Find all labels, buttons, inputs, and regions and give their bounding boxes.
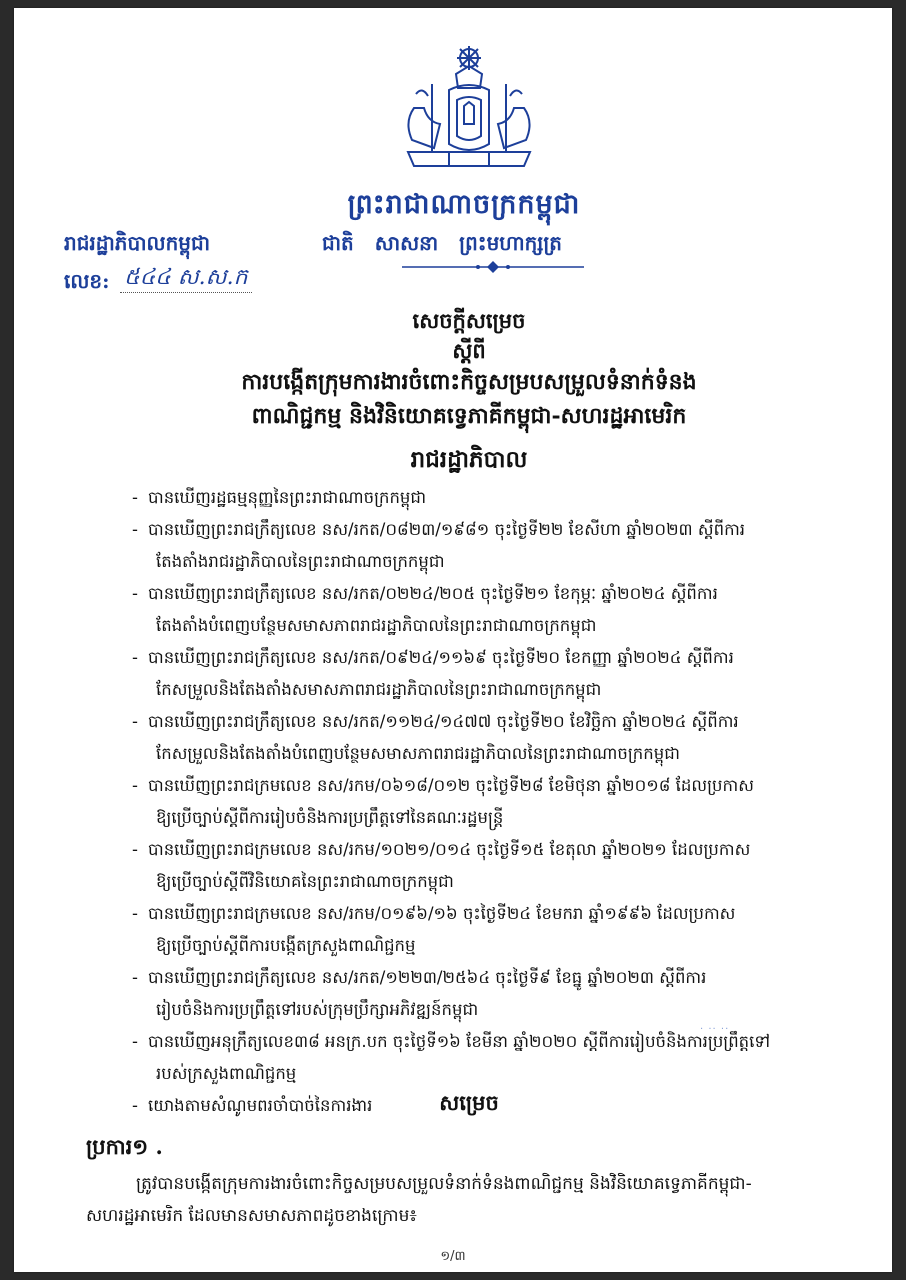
list-item <box>132 514 852 578</box>
document-type-title: សេចក្ដីសម្រេច <box>412 308 526 333</box>
list-item <box>132 898 852 962</box>
list-item-line: បានឃើញព្រះរាជក្រមលេខ នស/រកម/១០២១/០១៤ ចុះថ្ងៃទី១៥ ខែតុលា ឆ្នាំ២០២១ ដែលប្រកាស <box>148 840 751 859</box>
list-item <box>132 578 852 642</box>
dash-marker: - <box>132 1032 138 1051</box>
list-item-continuation: របស់ក្រសួងពាណិជ្ជកម្ម <box>156 1064 297 1083</box>
list-item-line: បានឃើញអនុក្រឹត្យលេខ៣៨ អនក្រ.បក ចុះថ្ងៃទី១៦ ខែមីនា ឆ្នាំ២០២០ ស្ដីពីការរៀបចំនិងការប្រព្រឹត្តទៅ <box>148 1032 771 1051</box>
list-item <box>132 770 852 834</box>
list-item-line: បានឃើញព្រះរាជក្រឹត្យលេខ នស/រកត/០៨២៣/១៩៨១ ចុះថ្ងៃទី២២ ខែសីហា ឆ្នាំ២០២៣ ស្ដីពីការ <box>148 520 746 539</box>
royal-arms-emblem <box>394 44 544 182</box>
dash-marker: - <box>132 1096 138 1115</box>
dash-marker: - <box>132 904 138 923</box>
list-item-line: បានឃើញរដ្ឋធម្មនុញ្ញនៃព្រះរាជាណាចក្រកម្ពុជា <box>148 488 427 507</box>
dash-marker: - <box>132 648 138 667</box>
subject-line-1: ការបង្កើតក្រុមការងារចំពោះកិច្ចសម្របសម្រួលទំនាក់ទំនង <box>241 369 697 395</box>
national-motto: ជាតិ សាសនា ព្រះមហាក្សត្រ <box>322 231 562 255</box>
list-item-line: បានឃើញព្រះរាជក្រមលេខ នស/រកម/០១៩៦/១៦ ចុះថ្ងៃទី២៤ ខែមករា ឆ្នាំ១៩៩៦ ដែលប្រកាស <box>148 904 736 923</box>
issuing-authority: រាជរដ្ឋាភិបាល <box>410 446 528 473</box>
list-item-continuation: រៀបចំនិងការប្រព្រឹត្តទៅរបស់ក្រុមប្រឹក្សាអភិវឌ្ឍន៍កម្ពុជា <box>156 1000 479 1019</box>
list-item-continuation: តែងតាំងរាជរដ្ឋាភិបាលនៃព្រះរាជាណាចក្រកម្ពុជា <box>156 552 445 571</box>
list-item-continuation: ឱ្យប្រើច្បាប់ស្ដីពីវិនិយោគនៃព្រះរាជាណាចក្រកម្ពុជា <box>156 872 454 891</box>
reference-label: លេខ: <box>64 269 110 293</box>
article-label: ប្រការ១ . <box>86 1134 163 1159</box>
reference-dotted-line <box>120 292 252 293</box>
list-item <box>132 642 852 706</box>
list-item <box>132 482 852 514</box>
dash-marker: - <box>132 968 138 987</box>
kingdom-heading: ព្រះរាជាណាចក្រកម្ពុជា <box>347 189 581 220</box>
list-item-continuation: ឱ្យប្រើច្បាប់ស្ដីពីការរៀបចំនិងការប្រព្រឹត្តទៅនៃគណៈរដ្ឋមន្ត្រី <box>156 808 504 827</box>
dash-marker: - <box>132 488 138 507</box>
list-item <box>132 706 852 770</box>
list-item-continuation: កែសម្រួលនិងតែងតាំងសមាសភាពរាជរដ្ឋាភិបាលនៃព្រះរាជាណាចក្រកម្ពុជា <box>156 680 602 699</box>
decision-heading: សម្រេច <box>439 1090 499 1115</box>
dash-marker: - <box>132 520 138 539</box>
list-item <box>132 1026 852 1090</box>
list-item <box>132 962 852 1026</box>
list-item-line: បានឃើញព្រះរាជក្រឹត្យលេខ នស/រកត/០២២៤/២០៥ ចុះថ្ងៃទី២១ ខែកុម្ភៈ ឆ្នាំ២០២៤ ស្ដីពីការ <box>148 584 718 603</box>
ornament-divider <box>398 260 588 274</box>
article-text: ត្រូវបានបង្កើតក្រុមការងារចំពោះកិច្ចសម្របសម្រួលទំនាក់ទំនងពាណិជ្ជកម្ម និងវិនិយោគទ្វេភាគីកម្ពុជា-សហរដ្ឋអាមេរិក ដែលមានសមាសភាពដូចខាងក្រោម៖ <box>86 1174 752 1226</box>
list-item-line: បានឃើញព្រះរាជក្រឹត្យលេខ នស/រកត/១២២៣/២៥៦៤ ចុះថ្ងៃទី៩ ខែធ្នូ ឆ្នាំ២០២៣ ស្ដីពីការ <box>148 968 707 987</box>
subject-line-2: ពាណិជ្ជកម្ម និងវិនិយោគទ្វេភាគីកម្ពុជា-សហរដ្ឋអាមេរិក <box>251 403 687 429</box>
list-item-line: បានឃើញព្រះរាជក្រឹត្យលេខ នស/រកត/១១២៤/១៤៧៧ ចុះថ្ងៃទី២០ ខែវិច្ឆិកា ឆ្នាំ២០២៤ ស្ដីពីការ <box>148 712 739 731</box>
page-number: ១/៣ <box>440 1249 466 1264</box>
list-item <box>132 834 852 898</box>
dash-marker: - <box>132 712 138 731</box>
considerations-list <box>132 482 852 1122</box>
dash-marker: - <box>132 776 138 795</box>
dash-marker: - <box>132 584 138 603</box>
list-item-line: បានឃើញព្រះរាជក្រឹត្យលេខ នស/រកត/០៩២៤/១១៦៩ ចុះថ្ងៃទី២០ ខែកញ្ញា ឆ្នាំ២០២៤ ស្ដីពីការ <box>148 648 734 667</box>
list-item-line: បានឃើញព្រះរាជក្រមលេខ នស/រកម/០៦១៨/០១២ ចុះថ្ងៃទី២៨ ខែមិថុនា ឆ្នាំ២០១៨ ដែលប្រកាស <box>148 776 754 795</box>
list-item-continuation: កែសម្រួលនិងតែងតាំងបំពេញបន្ថែមសមាសភាពរាជរដ្ឋាភិបាលនៃព្រះរាជាណាចក្រកម្ពុជា <box>156 744 680 763</box>
list-item-continuation: តែងតាំងបំពេញបន្ថែមសមាសភាពរាជរដ្ឋាភិបាលនៃព្រះរាជាណាចក្រកម្ពុជា <box>156 616 597 635</box>
document-page <box>14 8 892 1272</box>
subject-prefix: ស្ដីពី <box>452 338 486 363</box>
government-label: រាជរដ្ឋាភិបាលកម្ពុជា <box>64 231 210 255</box>
dash-marker: - <box>132 840 138 859</box>
reference-number: ៥៤៤ ស.ស.ក <box>124 265 248 290</box>
list-item-continuation: ឱ្យប្រើច្បាប់ស្ដីពីការបង្កើតក្រសួងពាណិជ្ជកម្ម <box>156 936 416 955</box>
faint-stamp-mark: · ·· ·· <box>700 1024 730 1035</box>
list-item-line: យោងតាមសំណូមពរចាំបាច់នៃការងារ <box>148 1096 373 1115</box>
